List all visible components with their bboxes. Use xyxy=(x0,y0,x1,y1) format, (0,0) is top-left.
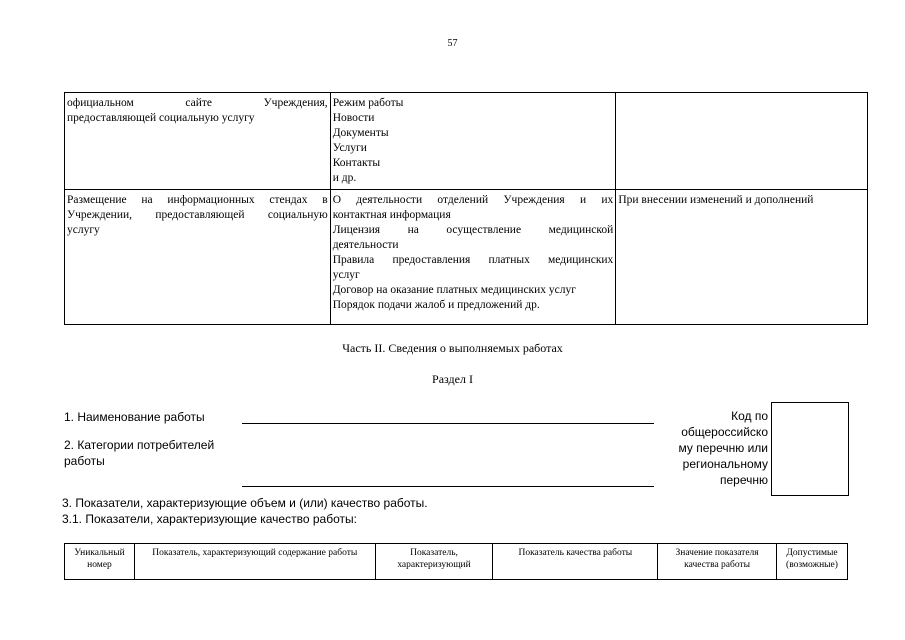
text-line: деятельности xyxy=(332,239,399,251)
header-cell xyxy=(493,544,658,580)
header-cell xyxy=(658,544,777,580)
code-label-line: общероссийско xyxy=(681,425,768,439)
header-cell xyxy=(777,544,848,580)
header-line: Уникальный xyxy=(74,548,125,558)
part-title: Часть II. Сведения о выполняемых работах xyxy=(342,341,563,355)
header-line: качества работы xyxy=(684,560,750,570)
text-line: Режим работы xyxy=(332,97,404,109)
header-line: Показатель, характеризующий содержание работы xyxy=(152,548,358,558)
text-line: Правила предоставления платных медицинских xyxy=(332,254,614,266)
text-line: и др. xyxy=(332,172,357,184)
info-table xyxy=(64,92,868,325)
quality-table xyxy=(64,543,848,580)
code-label-line: му перечню или xyxy=(678,441,768,455)
header-cell xyxy=(134,544,375,580)
text-line: Новости xyxy=(332,112,375,124)
header-line: Показатель, xyxy=(410,548,458,558)
work-name-label: 1. Наименование работы xyxy=(64,410,205,424)
header-line: Значение показателя xyxy=(675,548,759,558)
code-label xyxy=(664,408,768,488)
page-number: 57 xyxy=(447,38,458,49)
place-cell xyxy=(65,93,331,190)
header-line: номер xyxy=(87,560,112,570)
code-label-line: перечню xyxy=(720,473,768,487)
text-line: Размещение на информационных стендах в xyxy=(67,194,328,206)
table-row xyxy=(65,190,868,325)
table-header-row xyxy=(65,544,848,580)
frequency-cell: При внесении изменений и дополнений xyxy=(616,190,868,325)
text-line: Порядок подачи жалоб и предложений др. xyxy=(332,299,540,311)
text-line: контактная информация xyxy=(332,209,451,221)
text-line: Документы xyxy=(332,127,389,139)
header-line: Показатель качества работы xyxy=(518,548,633,558)
frequency-cell xyxy=(616,93,868,190)
header-line: Допустимые xyxy=(786,548,838,558)
header-line: (возможные) xyxy=(786,560,838,570)
text-line: Учреждении, предоставляющей социальную xyxy=(67,209,328,221)
header-cell xyxy=(65,544,135,580)
text-line: О деятельности отделений Учреждения и их xyxy=(332,194,614,206)
text-line: официальном сайте Учреждения, xyxy=(67,97,328,109)
consumers-underline xyxy=(242,486,654,487)
work-name-underline xyxy=(242,423,654,424)
section-title: Раздел I xyxy=(432,372,473,386)
table-row xyxy=(65,93,868,190)
text-line: Контакты xyxy=(332,157,381,169)
text-line: Лицензия на осуществление медицинской xyxy=(332,224,614,236)
code-box xyxy=(771,402,849,496)
indicators-line: 3. Показатели, характеризующие объем и (или) качество работы. xyxy=(62,496,428,510)
text-line: услугу xyxy=(67,224,100,236)
consumers-label-cont: работы xyxy=(64,454,105,468)
header-cell xyxy=(375,544,493,580)
quality-indicators-line: 3.1. Показатели, характеризующие качество работы: xyxy=(62,512,357,526)
consumers-label: 2. Категории потребителей xyxy=(64,438,215,452)
place-cell xyxy=(65,190,331,325)
code-label-line: региональному xyxy=(682,457,768,471)
text-line: услуг xyxy=(332,269,360,281)
content-cell xyxy=(330,190,616,325)
content-cell xyxy=(330,93,616,190)
code-label-line: Код по xyxy=(731,409,768,423)
text-line: предоставляющей социальную услугу xyxy=(67,112,255,124)
text-line: Договор на оказание платных медицинских услуг xyxy=(332,284,576,296)
header-line: характеризующий xyxy=(397,560,471,570)
text-line: Услуги xyxy=(332,142,367,154)
